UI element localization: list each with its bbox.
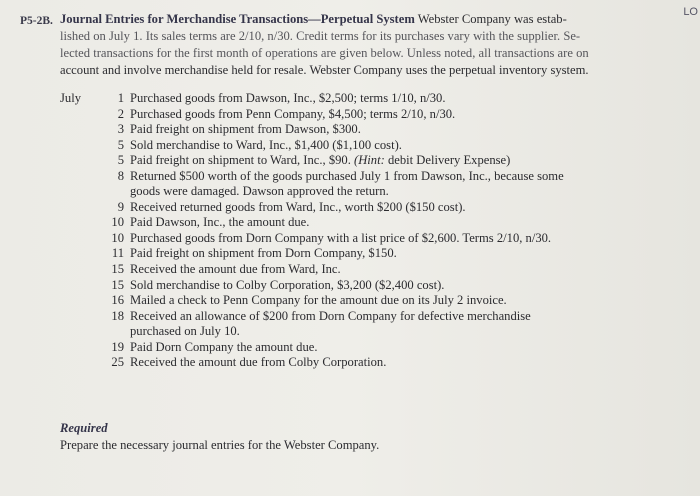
transaction-description: [130, 231, 680, 247]
transaction-row: [60, 107, 680, 123]
transaction-day: 3: [117, 122, 124, 137]
transaction-text: Received an allowance of $200 from Dorn Company for defective merchandise: [130, 308, 531, 323]
transaction-description: [130, 262, 680, 278]
transaction-row: [60, 309, 680, 340]
problem-number: P5-2B.: [20, 15, 53, 27]
transaction-month: [60, 231, 100, 247]
transaction-text: Purchased goods from Dorn Company with a list price of $2,600. Terms 2/10, n/30.: [130, 230, 552, 245]
transaction-row: [60, 215, 680, 231]
transaction-row: [60, 153, 680, 169]
transaction-description: [130, 246, 680, 262]
transaction-description: [130, 340, 680, 356]
transaction-text: Paid freight on shipment from Dorn Company, $150.: [130, 246, 397, 261]
transaction-text: Sold merchandise to Ward, Inc., $1,400 ($1,100 cost).: [130, 137, 402, 152]
transaction-day: 5: [117, 137, 124, 152]
hint-label: (Hint:: [354, 153, 385, 168]
transaction-row: [60, 138, 680, 154]
transaction-row: [60, 231, 680, 247]
transaction-description: [130, 309, 680, 340]
required-heading: Required: [60, 421, 108, 435]
transaction-row: [60, 293, 680, 309]
transaction-day: 11: [111, 246, 124, 261]
transaction-day: 10: [111, 215, 124, 230]
transaction-day: 1: [117, 91, 124, 105]
transaction-text: Received returned goods from Ward, Inc., worth $200 ($150 cost).: [130, 199, 466, 214]
intro-line-4: account and involve merchandise held for resale. Webster Company uses the perpetual inventory system.: [60, 63, 589, 77]
transaction-day: 16: [111, 293, 124, 308]
transaction-month: [60, 200, 100, 216]
transaction-description: [130, 153, 680, 169]
transaction-day: 15: [111, 277, 124, 292]
transaction-month: [60, 153, 100, 169]
transaction-row: [60, 122, 680, 138]
transaction-text: Paid freight on shipment from Dawson, $300.: [130, 122, 361, 137]
transaction-description: [130, 107, 680, 123]
intro-line-3: lected transactions for the first month of operations are given below. Unless noted, all transactions are on: [60, 46, 589, 60]
transaction-month: [60, 309, 100, 340]
transaction-description: [130, 138, 680, 154]
transaction-month: [60, 340, 100, 356]
transaction-row: [60, 91, 680, 107]
transaction-row: [60, 200, 680, 216]
transaction-list: [60, 91, 680, 371]
transaction-description: [130, 215, 680, 231]
transaction-text: Received the amount due from Colby Corporation.: [130, 355, 387, 370]
intro-line-1: Webster Company was estab-: [414, 12, 567, 26]
transaction-text: Paid Dorn Company the amount due.: [130, 339, 318, 354]
transaction-text: Purchased goods from Penn Company, $4,500; terms 2/10, n/30.: [130, 106, 456, 121]
transaction-text: goods were damaged. Dawson approved the return.: [130, 184, 389, 199]
transaction-description: [130, 200, 680, 216]
transaction-day: 18: [111, 308, 124, 323]
transaction-day: 2: [117, 106, 124, 121]
transaction-month: [60, 278, 100, 294]
required-instruction: Prepare the necessary journal entries for the Webster Company.: [60, 438, 380, 452]
transaction-month: [60, 355, 100, 371]
transaction-text: Purchased goods from Dawson, Inc., $2,500; terms 1/10, n/30.: [130, 91, 446, 105]
transaction-text: Mailed a check to Penn Company for the amount due on its July 2 invoice.: [130, 293, 507, 308]
transaction-month: [60, 262, 100, 278]
transaction-month: [60, 293, 100, 309]
transaction-description: [130, 169, 680, 200]
transaction-day: 5: [117, 153, 124, 168]
transaction-row: [60, 355, 680, 371]
transaction-month: [60, 246, 100, 262]
intro-line-2: lished on July 1. Its sales terms are 2/10, n/30. Credit terms for its purchases vary with the supplier. Se-: [60, 29, 581, 43]
transaction-description: [130, 278, 680, 294]
hint-text: debit Delivery Expense): [384, 153, 511, 168]
transaction-day: 10: [111, 230, 124, 245]
problem-intro: [60, 11, 680, 79]
transaction-text-main: Paid freight on shipment to Ward, Inc., $90.: [130, 153, 355, 168]
transaction-text: purchased on July 10.: [130, 324, 240, 339]
transaction-description: [130, 293, 680, 309]
transaction-day: 19: [111, 339, 124, 354]
transaction-month: [60, 122, 100, 138]
transaction-day: 15: [111, 262, 124, 277]
transaction-description: [130, 91, 680, 107]
transaction-text: Paid Dawson, Inc., the amount due.: [130, 215, 310, 230]
problem-title: Journal Entries for Merchandise Transactions—Perpetual System: [60, 12, 415, 26]
transaction-month: [60, 138, 100, 154]
transaction-row: [60, 169, 680, 200]
transaction-description: [130, 122, 680, 138]
transaction-text: Received the amount due from Ward, Inc.: [130, 262, 341, 277]
transaction-day: 25: [111, 355, 124, 370]
transaction-month: [60, 169, 100, 200]
learning-objective-marker: LO: [683, 6, 698, 18]
transaction-month: [60, 215, 100, 231]
transaction-row: [60, 278, 680, 294]
transaction-month: July: [60, 91, 81, 105]
transaction-month: [60, 107, 100, 123]
transaction-row: [60, 262, 680, 278]
transaction-day: 8: [117, 168, 124, 183]
transaction-description: [130, 355, 680, 371]
transaction-text: Sold merchandise to Colby Corporation, $3,200 ($2,400 cost).: [130, 277, 445, 292]
transaction-text: [130, 153, 680, 169]
transaction-text: Returned $500 worth of the goods purchased July 1 from Dawson, Inc., because some: [130, 168, 564, 183]
transaction-row: [60, 340, 680, 356]
transaction-row: [60, 246, 680, 262]
transaction-day: 9: [117, 199, 124, 214]
